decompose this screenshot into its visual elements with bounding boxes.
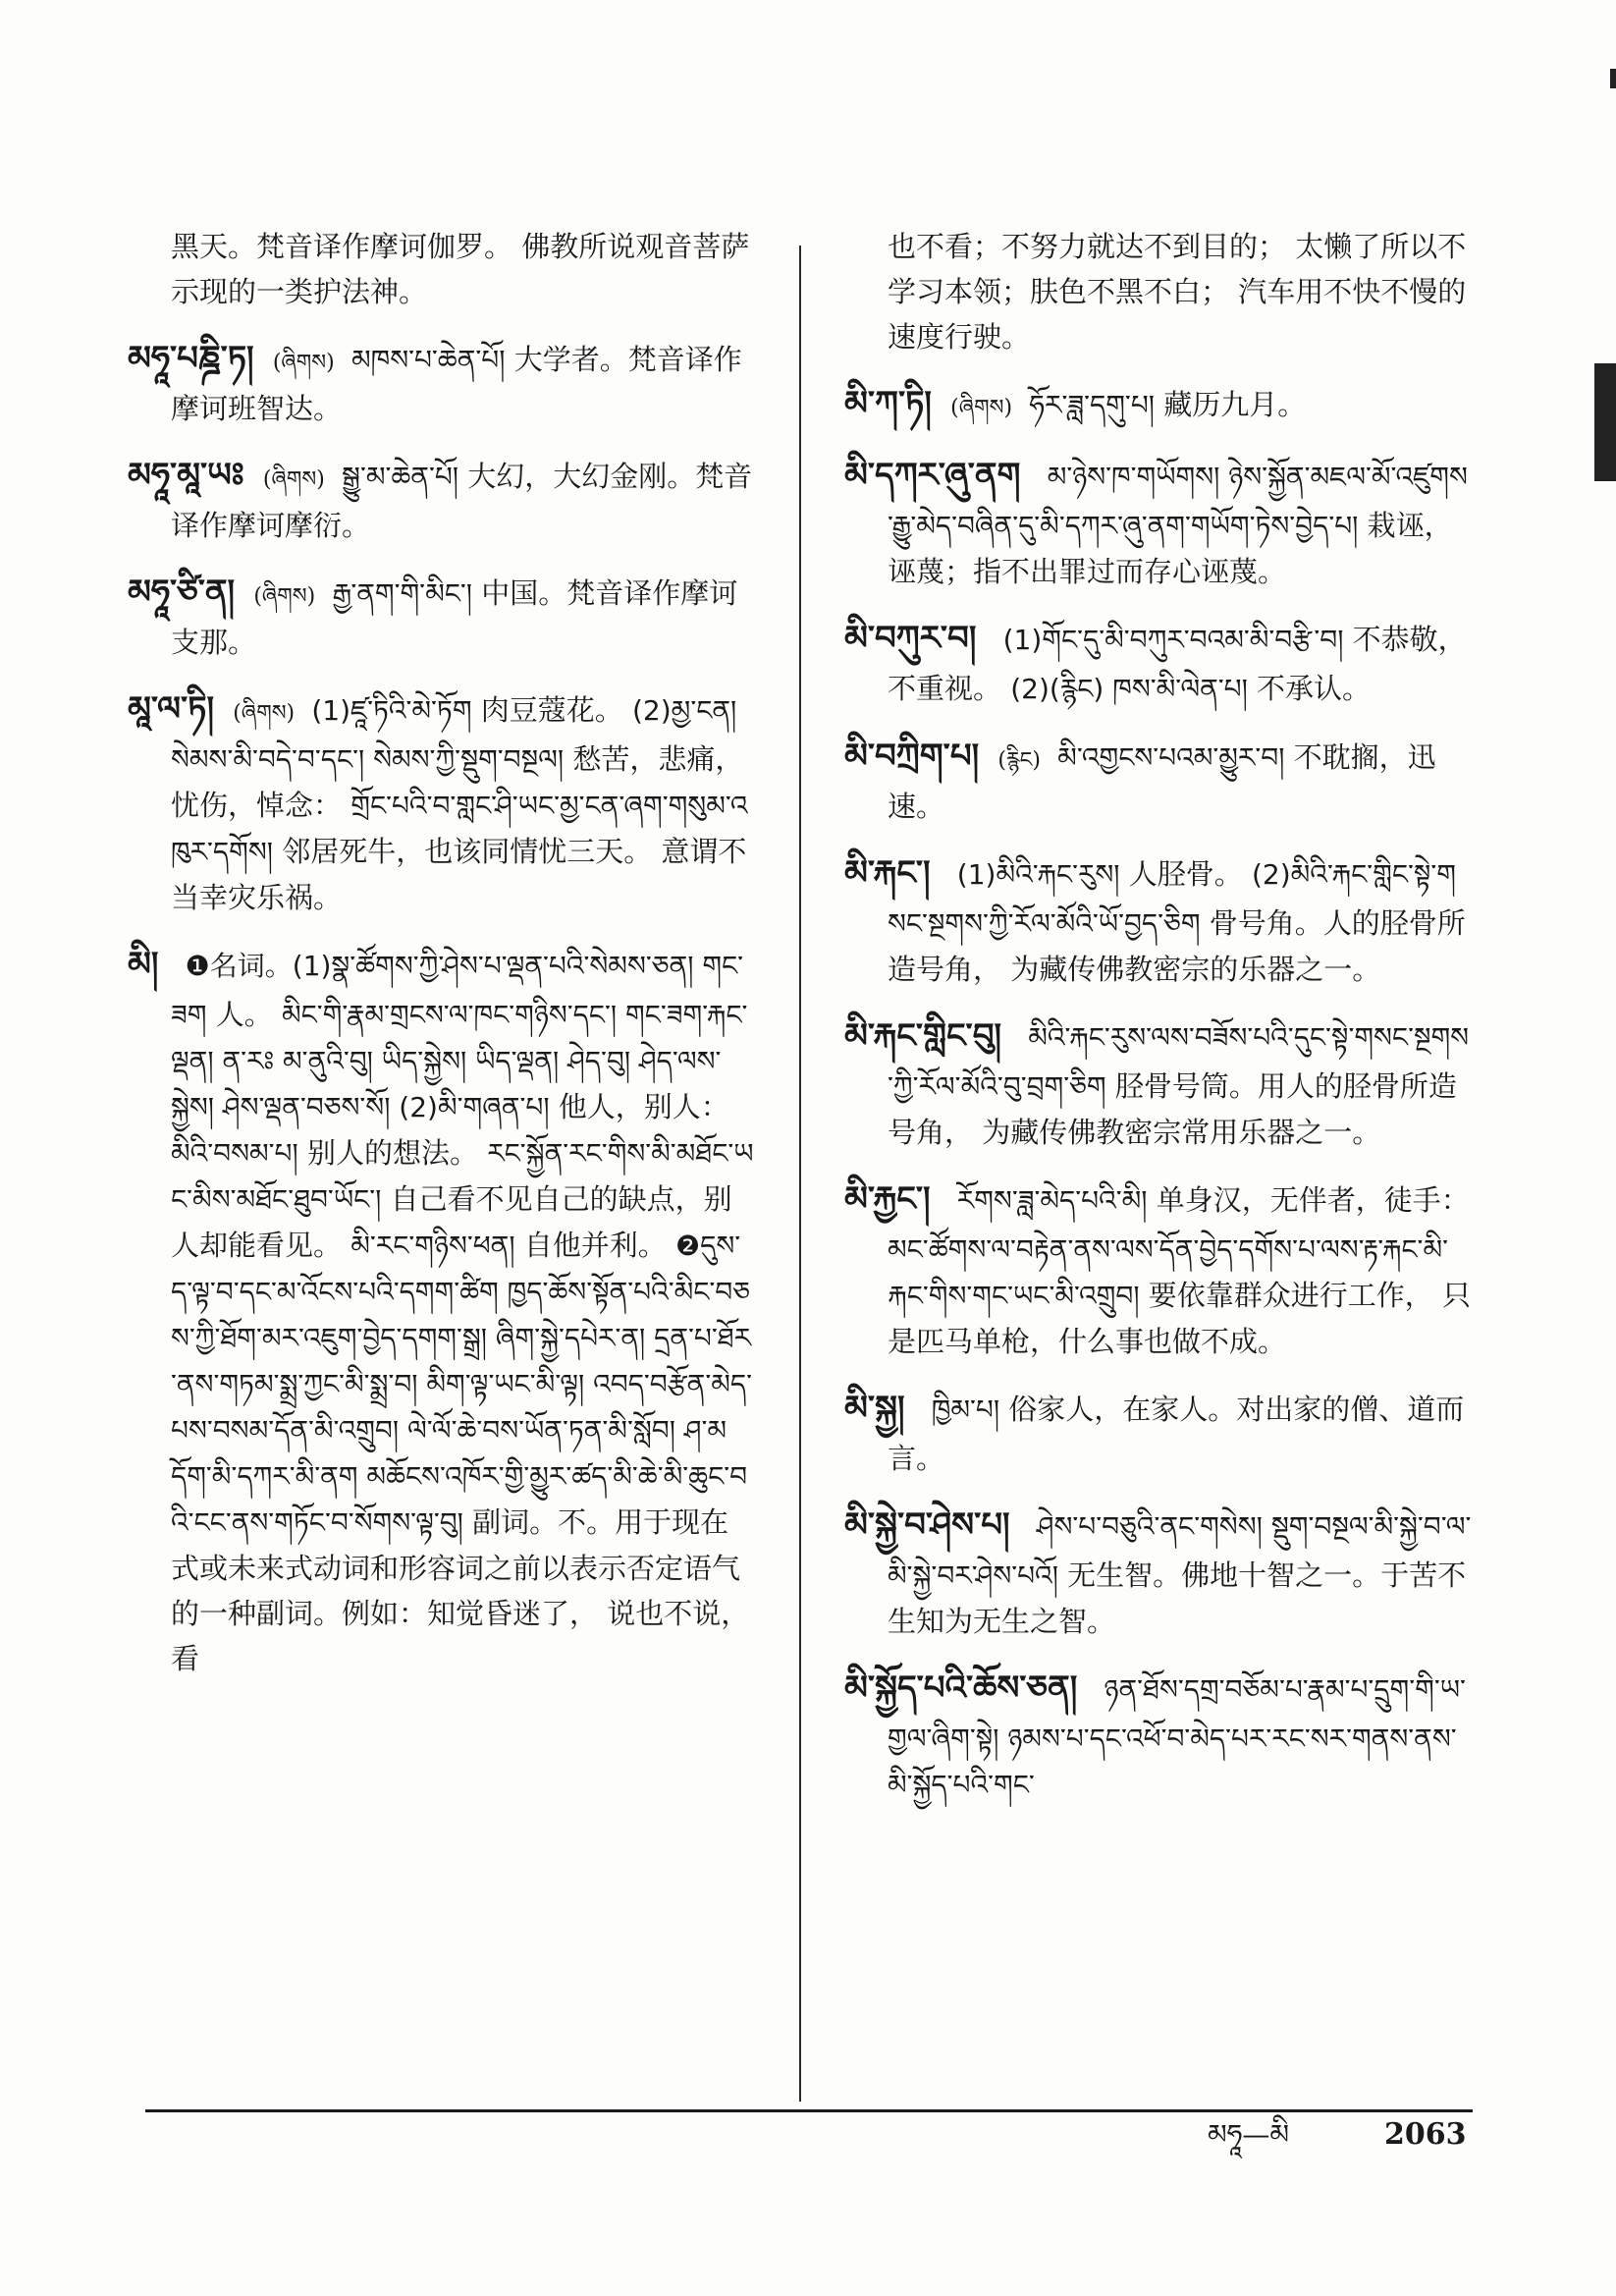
entry-tag: (ཞིགས) (253, 584, 316, 609)
entry-tibetan-sense-2: (2)(རྙིང) ཁས་མི་ལེན་པ། (1010, 673, 1248, 705)
left-column (128, 224, 756, 1703)
entry-chinese-phrase: 自他并利。 (523, 1229, 667, 1262)
entry-chinese-example: 要依靠群众进行工作， 只是匹马单枪，什么事也做不成。 (888, 1279, 1471, 1358)
entry-chinese-sense-2: 骨号角。人的胫骨所造号角， 为藏传佛教密宗的乐器之一。 (888, 906, 1466, 986)
entry-headword: མི་སྐྱེ་བ་ཤེས་པ། (844, 1505, 1010, 1545)
entry-tibetan-definition: ཧོར་ཟླ་དགུ་པ། (1029, 389, 1155, 421)
entry-headword: མི་རྐང་གླིང་བུ། (844, 1016, 1002, 1056)
entry-headword: མི་ཀ་ཏི། (844, 384, 932, 423)
dictionary-entry (844, 734, 1473, 829)
dictionary-entry (128, 570, 756, 665)
dictionary-entry (844, 850, 1473, 992)
dictionary-entry (128, 336, 756, 431)
dictionary-entry (844, 1503, 1473, 1644)
entry-headword: མི། (128, 945, 159, 984)
entry-tag: (ཞིགས) (233, 701, 296, 726)
entry-tag: (ཞིགས) (272, 351, 335, 375)
entry-headword: མི་དཀར་ཞུ་ནག (844, 456, 1021, 495)
entry-tibetan-example: མང་ཚོགས་ལ་བརྟེན་ནས་ལས་དོན་བྱེད་དགོས་པ་ལས་རྟ་རྐང་མི་རྐང་གིས་གང་ཡང་མི་འགྲུབ། (888, 1233, 1448, 1312)
continuation-text: 黑天。梵音译作摩诃伽罗。 佛教所说观音菩萨示现的一类护法神。 (171, 230, 750, 308)
entry-tibetan-definition: མ་ཉེས་ཁ་གཡོགས། ཉེས་སྐྱོན་མཇལ་མོ་འཛུགས་རྒྱུ་མེད་བཞིན་དུ་མི་དཀར་ཞུ་ནག་གཡོག་ཏེས་བྱེད་པ། (888, 461, 1468, 542)
entry-chinese-definition: 胫骨号筒。用人的胫骨所造号角， 为藏传佛教密宗常用乐器之一。 (888, 1069, 1457, 1149)
edge-scan-mark (1610, 69, 1616, 88)
continuation-text: 也不看；不努力就达不到目的； 太懒了所以不学习本领；肤色不黑不白； 汽车用不快不慢的速度行驶。 (888, 230, 1467, 354)
entry-chinese-definition: 不耽搁，迅速。 (888, 740, 1436, 823)
entry-tibetan-definition: ཤེས་པ་བཅུའི་ནང་གསེས། སྡུག་བསྔལ་མི་སྐྱེ་བ་ལ་མི་སྐྱེ་བར་ཤེས་པའོ། (888, 1510, 1472, 1592)
entry-tibetan-adverb: ❷དུས་ད་ལྟ་བ་དང་མ་འོངས་པའི་དགག་ཚིག ཁྱད་ཆོས་སྟོན་པའི་མིང་བཅས་ཀྱི་ཐོག་མར་འཇུག་བྱེད་དགག་སྒྲ། ཞིག་སྐྱེ་དཔེར་ན། དྲན་པ་ཐོར་ནས་གཏམ་སྨྲ་ཀྱང་མི་སྨྲ་བ། མིག་ལྟ་ཡང་མི་ལྟ། འབད་བརྩོན་མེད་པས་བསམ་དོན་མི་འགྲུབ། ལེ་ལོ་ཆེ་བས་ཡོན་ཏན་མི་སློབ། ཤ་མདོག་མི་དཀར་མི་ནག མཆོངས་འཁོར་གྱི་མྱུར་ཚད་མི་ཆེ་མི་ཆུང་བའི་ངང་ནས་གཏོང་བ་སོགས་ལྟ་བུ། (171, 1230, 752, 1539)
entry-tibetan-definition: (1)མིའི་རྐང་རུས། (956, 858, 1120, 891)
dictionary-entry (844, 1666, 1473, 1808)
dictionary-entry (844, 453, 1473, 594)
entry-tag: (ཞིགས) (950, 396, 1013, 420)
entry-tibetan-example: མིའི་བསམ་པ། (171, 1137, 298, 1170)
entry-tibetan-example: གྲོང་པའི་བ་གླང་ཤི་ཡང་མྱ་ངན་ཞག་གསུམ་འཁུར་དགོས། (171, 790, 748, 868)
entry-headword: མཧཱ་པཎྜི་ཏ། (128, 339, 254, 378)
entry-tibetan-definition: རྒྱ་ནག་གི་མིང་། (332, 577, 472, 610)
dictionary-entry (128, 686, 756, 920)
entry-chinese-example: 别人的想法。 (306, 1136, 478, 1170)
entry-tag: (ཞིགས) (262, 467, 325, 492)
entry-chinese-definition: 中国。梵音译作摩诃支那。 (171, 576, 738, 659)
entry-chinese-sense-2: 愁苦，悲痛，忧伤，悼念： (171, 742, 744, 822)
entry-tibetan-definition: ❶名词。(1)སྣ་ཚོགས་ཀྱི་ཤེས་པ་ལྡན་པའི་སེམས་ཅན། གང་ཟག (171, 950, 744, 1031)
entry-tibetan-sense-2: མིང་གི་རྣམ་གྲངས་ལ་ཁང་གཉིས་དང་། གང་ཟག་རྐང་ལྡན། ན་རཿ མ་ནུའི་བུ། ཡིད་སྐྱེས། ཡིད་ལྡན། ཤེད་བུ། ཤེད་ལས་སྐྱེས། ཤེས་ལྡན་བཅས་སོ། (2)མི་གཞན་པ། (171, 999, 748, 1123)
dictionary-entry (844, 616, 1473, 712)
entry-chinese-adverb: 副词。不。用于现在式或未来式动词和形容词之前以表示否定语气的一种副词。例如：知觉昏迷了， 说也不说，看 (171, 1505, 750, 1675)
entry-chinese-definition: 人胫骨。 (1128, 857, 1243, 891)
dictionary-entry (844, 1386, 1473, 1481)
entry-headword: མི་བཀྲིག་པ། (844, 737, 980, 776)
running-footer-heading: མཧཱ—མི (1208, 2118, 1290, 2151)
entry-tibetan-definition: མཁས་པ་ཆེན་པོ། (350, 344, 506, 376)
entry-chinese-definition: 单身汉，无伴者，徒手： (1156, 1183, 1470, 1217)
entry-tibetan-sense-2: (2)མྱ་ངན། སེམས་མི་བདེ་བ་དང་། སེམས་ཀྱི་སྡུག་བསྔལ། (171, 694, 737, 776)
entry-tag: (རྙིང) (997, 748, 1041, 773)
entry-headword: མཱ་ལ་ཏི། (128, 689, 214, 729)
footer-rule (145, 2109, 1473, 2112)
page-number: 2063 (1384, 2117, 1467, 2152)
entry-headword: མི་བཀུར་བ། (844, 619, 977, 658)
entry-chinese-definition: 大幻，大幻金刚。梵音译作摩诃摩衍。 (171, 460, 753, 542)
entry-chinese-definition: 栽诬，诬蔑；指不出罪过而存心诬蔑。 (888, 509, 1453, 588)
entry-tibetan-definition: (1)གོང་དུ་མི་བཀུར་བའམ་མི་བརྩི་བ། (1002, 624, 1344, 656)
entry-headword: མི་རྐང་། (844, 853, 931, 893)
entry-chinese-sense-2: 不承认。 (1257, 672, 1372, 705)
entry-tibetan-phrase: མི་རང་གཉིས་ཕན། (350, 1230, 515, 1262)
entry-tibetan-definition: སྒྱུ་མ་ཆེན་པོ། (342, 461, 459, 493)
entry-tibetan-proverb: རང་སྐྱོན་རང་གིས་མི་མཐོང་ཡང་མིས་མཐོང་ཐུབ་ཡོང་། (171, 1137, 754, 1216)
entry-tibetan-definition: མི་འགྱངས་པའམ་མྱུར་བ། (1057, 741, 1285, 774)
entry-chinese-definition: 无生智。佛地十智之一。于苦不生知为无生之智。 (888, 1558, 1467, 1638)
entry-chinese-example: 邻居死牛，也该同情忧三天。 意谓不当幸灾乐祸。 (171, 835, 747, 914)
dictionary-entry (844, 381, 1473, 431)
entry-tibetan-definition: ཉན་ཐོས་དགྲ་བཅོམ་པ་རྣམ་པ་དྲུག་གི་ཡ་གྱལ་ཞིག་སྟེ། ཉམས་པ་དང་འཕོ་བ་མེད་པར་རང་སར་གནས་ནས་མི་སྐྱོད་པའི་གང་ (888, 1673, 1466, 1801)
entry-tibetan-definition: རོགས་ཟླ་མེད་པའི་མི། (956, 1184, 1148, 1217)
entry-chinese-definition: 大学者。梵音译作摩诃班智达。 (171, 343, 742, 425)
edge-scan-mark (1594, 363, 1616, 481)
dictionary-entry (128, 942, 756, 1681)
dictionary-entry (844, 1176, 1473, 1364)
dictionary-entry (128, 453, 756, 548)
entry-chinese-definition: 人。 (215, 998, 273, 1031)
entry-headword: མི་རྐྱང་། (844, 1179, 931, 1219)
entry-chinese-definition: 肉豆蔻花。 (480, 693, 623, 727)
entry-tibetan-definition: ཁྱིམ་པ། (931, 1394, 1000, 1426)
entry-chinese-definition: 俗家人，在家人。对出家的僧、道而言。 (888, 1393, 1465, 1475)
dictionary-entry (844, 1013, 1473, 1155)
entry-tibetan-definition: (1)ཛཱ་ཏིའི་མེ་ཏོག (311, 694, 472, 727)
entry-tibetan-sense-2: (2)མིའི་རྐང་གླིང་སྟེ་གསང་སྔགས་ཀྱི་རོལ་མོའི་ཡོ་བྱད་ཅིག (888, 858, 1457, 940)
entry-headword: མཧཱ་ཙི་ན། (128, 573, 236, 612)
entry-chinese-sense-2: 他人，别人： (558, 1090, 729, 1123)
entry-headword: མི་སྐྱོད་པའི་ཆོས་ཅན། (844, 1668, 1078, 1708)
entry-chinese-definition: 藏历九月。 (1163, 388, 1307, 421)
entry-chinese-proverb: 自己看不见自己的缺点，别人却能看见。 (171, 1182, 732, 1262)
entry-tibetan-definition: མིའི་རྐང་རུས་ལས་བཟོས་པའི་དུང་སྟེ་གསང་སྔགས་ཀྱི་རོལ་མོའི་བུ་བྲག་ཅིག (888, 1021, 1470, 1103)
right-column (844, 224, 1473, 1830)
entry-headword: མི་སྐྱ། (844, 1389, 905, 1428)
entry-headword: མཧཱ་མཱ་ཡཿ (128, 456, 244, 495)
column-divider (799, 246, 801, 2102)
entry-chinese-definition: 不恭敬，不重视。 (888, 623, 1467, 705)
